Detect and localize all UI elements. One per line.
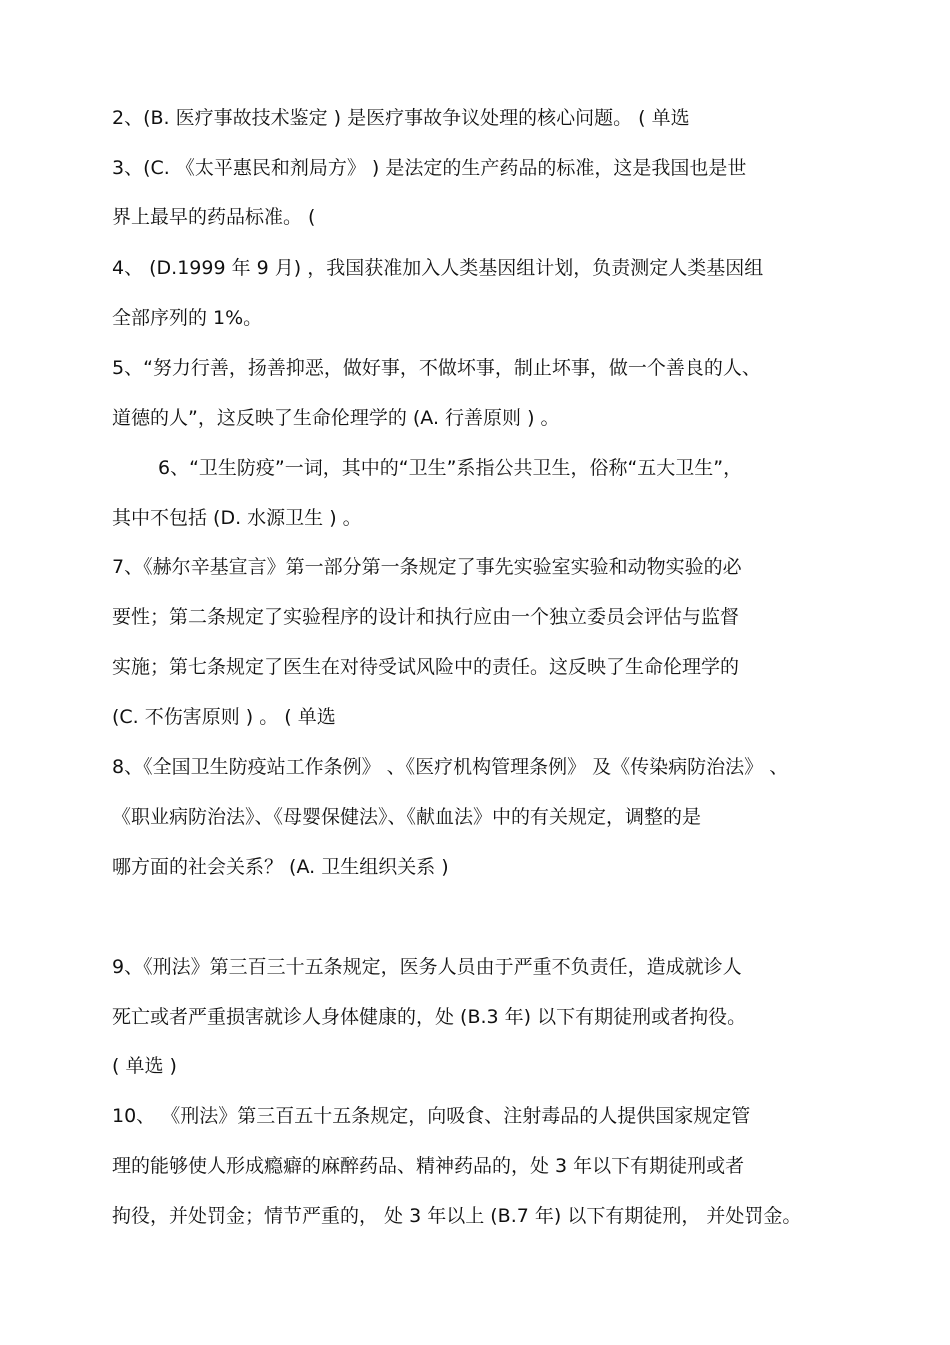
question-7-line-3: 实施；第七条规定了医生在对待受试风险中的责任。这反映了生命伦理学的 [112,656,740,678]
question-7-line-4: (C. 不伤害原则 ) 。 ( 单选 [112,706,336,728]
question-7-line-2: 要性；第二条规定了实验程序的设计和执行应由一个独立委员会评估与监督 [112,606,740,628]
question-8-line-3: 哪方面的社会关系？ (A. 卫生组织关系 ) [112,856,449,878]
question-6-line-2: 其中不包括 (D. 水源卫生 ) 。 [112,507,362,529]
question-10-line-3: 拘役，并处罚金；情节严重的， 处 3 年以上 (B.7 年) 以下有期徒刑， 并处罚金。 [112,1205,802,1227]
question-9-line-3: ( 单选 ) [112,1055,177,1077]
question-8-line-2: 《职业病防治法》、《母婴保健法》、《献血法》中的有关规定，调整的是 [112,806,702,828]
question-4-line-2: 全部序列的 1%。 [112,307,263,329]
question-4-line-1: 4、 (D.1999 年 9 月) ，我国获准加入人类基因组计划，负责测定人类基因组 [112,257,764,279]
question-10-line-1: 10、 《刑法》第三百五十五条规定，向吸食、注射毒品的人提供国家规定管 [112,1105,751,1127]
question-8-line-1: 8、《全国卫生防疫站工作条例》 、《医疗机构管理条例》 及《传染病防治法》 、 [112,756,789,778]
question-2-line-1: 2、(B. 医疗事故技术鉴定 ) 是医疗事故争议处理的核心问题。 ( 单选 [112,107,690,129]
question-5-line-1: 5、“努力行善，扬善抑恶，做好事，不做坏事，制止坏事，做一个善良的人、 [112,357,761,379]
question-6-line-1: 6、“卫生防疫”一词，其中的“卫生”系指公共卫生，俗称“五大卫生”， [158,457,743,479]
question-9-line-1: 9、《刑法》第三百三十五条规定，医务人员由于严重不负责任，造成就诊人 [112,956,742,978]
question-3-line-1: 3、(C. 《太平惠民和剂局方》 ) 是法定的生产药品的标准，这是我国也是世 [112,157,747,179]
question-3-line-2: 界上最早的药品标准。 ( [112,206,316,228]
question-5-line-2: 道德的人”，这反映了生命伦理学的 (A. 行善原则 ) 。 [112,407,560,429]
question-7-line-1: 7、《赫尔辛基宣言》第一部分第一条规定了事先实验室实验和动物实验的必 [112,556,742,578]
question-9-line-2: 死亡或者严重损害就诊人身体健康的，处 (B.3 年) 以下有期徒刑或者拘役。 [112,1006,747,1028]
question-10-line-2: 理的能够使人形成瘾癖的麻醉药品、精神药品的，处 3 年以下有期徒刑或者 [112,1155,745,1177]
